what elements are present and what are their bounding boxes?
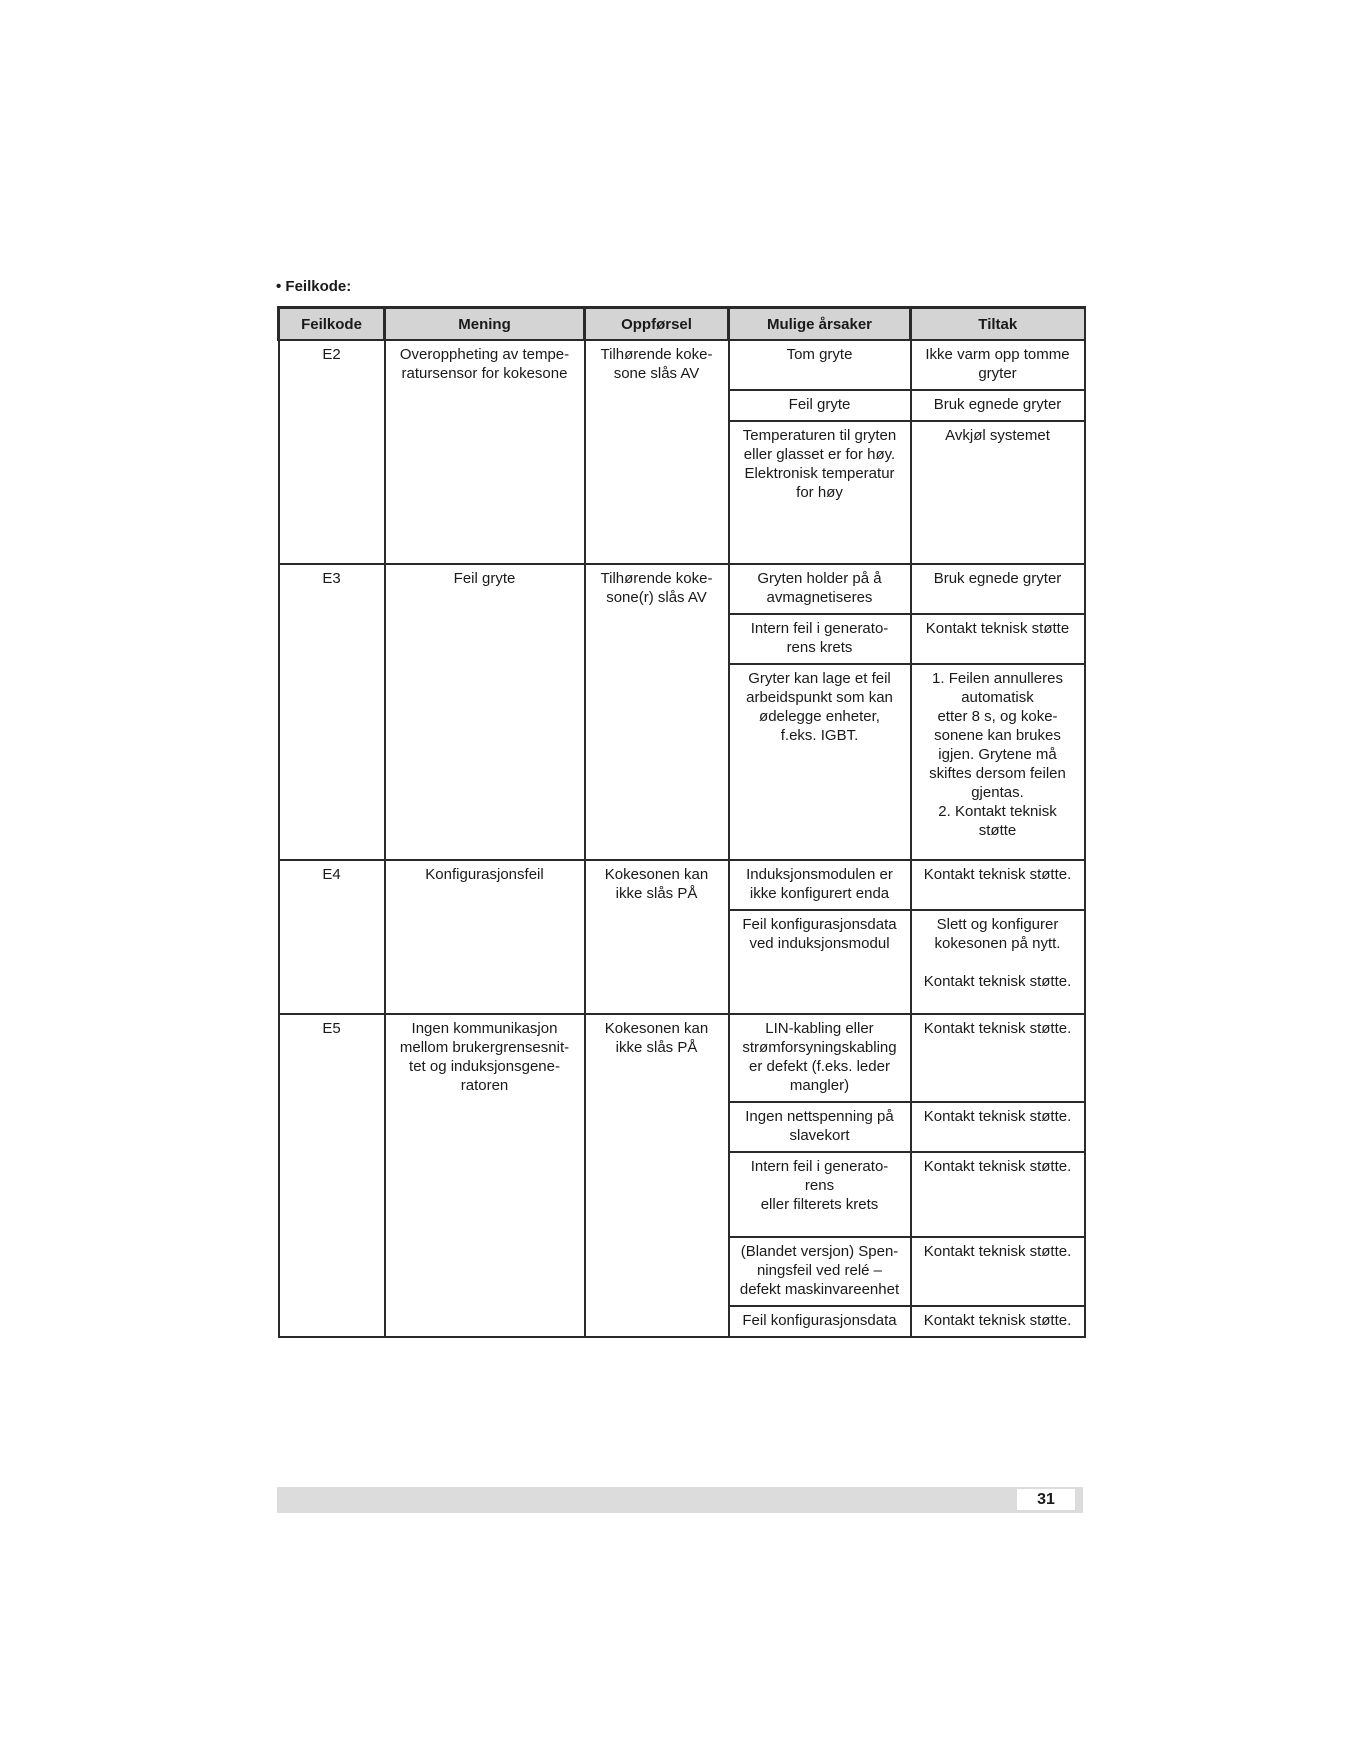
cause-cell: (Blandet versjon) Spen- ningsfeil ved relé – defekt maskinvareenhet [729, 1237, 911, 1306]
behaviour-cell: Kokesonen kan ikke slås PÅ [585, 1014, 729, 1337]
cause-cell: LIN-kabling eller strømforsyningskabling er defekt (f.eks. leder mangler) [729, 1014, 911, 1102]
table-row [279, 564, 1085, 614]
cause-cell: Tom gryte [729, 340, 911, 390]
cause-cell: Feil konfigurasjonsdata [729, 1306, 911, 1337]
table-row [279, 860, 1085, 910]
behaviour-cell: Kokesonen kan ikke slås PÅ [585, 860, 729, 1014]
meaning-cell: Ingen kommunikasjon mellom brukergrensesnit- tet og induksjonsgene- ratoren [385, 1014, 585, 1337]
table-row [279, 340, 1085, 390]
action-cell: Slett og konfigurer kokesonen på nytt. Kontakt teknisk støtte. [911, 910, 1085, 1014]
header-mulige-arsaker: Mulige årsaker [729, 308, 911, 341]
cause-cell: Gryten holder på å avmagnetiseres [729, 564, 911, 614]
action-cell: Avkjøl systemet [911, 421, 1085, 564]
cause-cell: Temperaturen til gryten eller glasset er for høy. Elektronisk temperatur for høy [729, 421, 911, 564]
header-feilkode: Feilkode [279, 308, 385, 341]
action-cell: Kontakt teknisk støtte. [911, 860, 1085, 910]
action-cell: Kontakt teknisk støtte. [911, 1014, 1085, 1102]
header-oppforsel: Oppførsel [585, 308, 729, 341]
action-cell: 1. Feilen annulleres automatisk etter 8 s, og koke- sonene kan brukes igjen. Grytene må skiftes dersom feilen gjentas. 2. Kontakt teknisk støtte [911, 664, 1085, 860]
error-code-cell: E5 [279, 1014, 385, 1337]
action-cell: Kontakt teknisk støtte [911, 614, 1085, 664]
header-tiltak: Tiltak [911, 308, 1085, 341]
action-cell: Kontakt teknisk støtte. [911, 1237, 1085, 1306]
table-header-row [279, 308, 1085, 341]
action-cell: Bruk egnede gryter [911, 390, 1085, 421]
error-code-table [277, 306, 1086, 1338]
cause-cell: Ingen nettspenning på slavekort [729, 1102, 911, 1152]
action-cell: Bruk egnede gryter [911, 564, 1085, 614]
cause-cell: Feil konfigurasjonsdata ved induksjonsmodul [729, 910, 911, 1014]
page-number: 31 [1017, 1489, 1075, 1510]
behaviour-cell: Tilhørende koke- sone(r) slås AV [585, 564, 729, 860]
action-cell: Kontakt teknisk støtte. [911, 1102, 1085, 1152]
meaning-cell: Konfigurasjonsfeil [385, 860, 585, 1014]
cause-cell: Feil gryte [729, 390, 911, 421]
action-cell: Kontakt teknisk støtte. [911, 1152, 1085, 1237]
behaviour-cell: Tilhørende koke- sone slås AV [585, 340, 729, 564]
action-cell: Kontakt teknisk støtte. [911, 1306, 1085, 1337]
cause-cell: Gryter kan lage et feil arbeidspunkt som kan ødelegge enheter, f.eks. IGBT. [729, 664, 911, 860]
page-footer-bar [277, 1487, 1083, 1513]
error-code-cell: E2 [279, 340, 385, 564]
cause-cell: Intern feil i generato- rens eller filterets krets [729, 1152, 911, 1237]
action-cell: Ikke varm opp tomme gryter [911, 340, 1085, 390]
section-title: • Feilkode: [276, 278, 352, 295]
meaning-cell: Overoppheting av tempe- ratursensor for kokesone [385, 340, 585, 564]
header-mening: Mening [385, 308, 585, 341]
error-code-cell: E3 [279, 564, 385, 860]
cause-cell: Induksjonsmodulen er ikke konfigurert enda [729, 860, 911, 910]
table-row [279, 1014, 1085, 1102]
cause-cell: Intern feil i generato- rens krets [729, 614, 911, 664]
error-code-cell: E4 [279, 860, 385, 1014]
meaning-cell: Feil gryte [385, 564, 585, 860]
